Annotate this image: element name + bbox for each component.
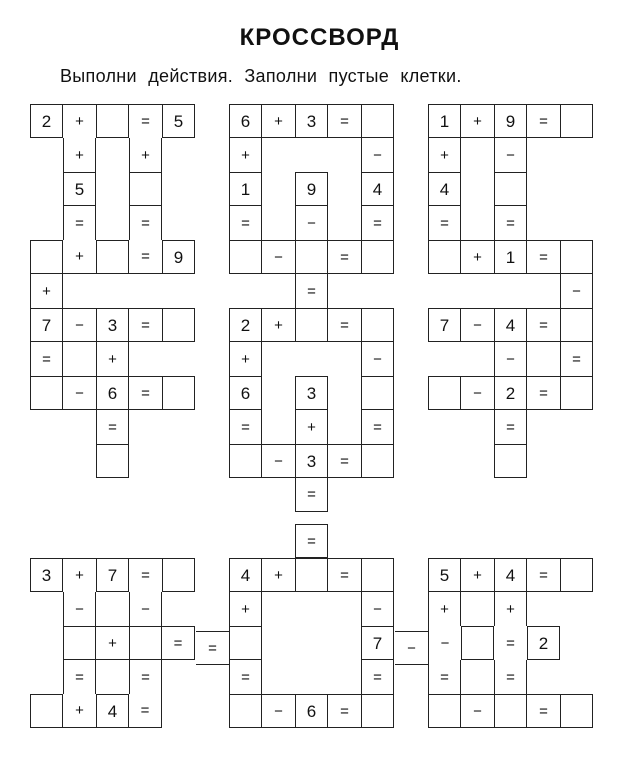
answer-cell[interactable]	[162, 558, 195, 592]
operator-cell: =	[229, 660, 262, 694]
answer-cell[interactable]	[30, 694, 63, 728]
number-cell: 4	[494, 558, 527, 592]
number-cell: 7	[428, 308, 461, 342]
operator-cell: −	[428, 626, 461, 660]
answer-cell[interactable]	[361, 308, 394, 342]
operator-cell: −	[361, 342, 394, 376]
operator-cell: =	[129, 206, 162, 240]
number-cell: 6	[295, 694, 328, 728]
answer-cell[interactable]	[229, 240, 262, 274]
number-cell: 9	[494, 104, 527, 138]
operator-cell: +	[461, 240, 494, 274]
number-cell: 6	[96, 376, 129, 410]
number-cell: 6	[229, 104, 262, 138]
answer-cell[interactable]	[96, 240, 129, 274]
operator-cell: =	[129, 240, 162, 274]
number-cell: 3	[295, 376, 328, 410]
number-cell: 1	[428, 104, 461, 138]
operator-cell: =	[129, 660, 162, 694]
operator-cell: −	[461, 308, 494, 342]
number-cell: 5	[428, 558, 461, 592]
operator-cell: −	[461, 376, 494, 410]
number-cell: 6	[229, 376, 262, 410]
operator-cell: +	[63, 138, 96, 172]
answer-cell[interactable]	[295, 240, 328, 274]
answer-cell[interactable]	[560, 308, 593, 342]
operator-cell: =	[328, 308, 361, 342]
connector-cell: =	[295, 524, 328, 558]
operator-cell: +	[461, 104, 494, 138]
operator-cell: =	[527, 308, 560, 342]
operator-cell: =	[494, 206, 527, 240]
operator-cell: +	[229, 138, 262, 172]
answer-cell[interactable]	[361, 694, 394, 728]
connector-cell: −	[395, 631, 428, 665]
operator-cell: =	[494, 660, 527, 694]
answer-cell[interactable]	[361, 558, 394, 592]
operator-cell: =	[229, 410, 262, 444]
answer-cell[interactable]	[560, 240, 593, 274]
operator-cell: =	[527, 694, 560, 728]
operator-cell: −	[494, 342, 527, 376]
number-cell: 2	[494, 376, 527, 410]
answer-cell[interactable]	[560, 376, 593, 410]
answer-cell[interactable]	[229, 694, 262, 728]
operator-cell: +	[229, 592, 262, 626]
answer-cell[interactable]	[229, 626, 262, 660]
operator-cell: =	[129, 104, 162, 138]
number-cell: 2	[527, 626, 560, 660]
operator-cell: +	[96, 342, 129, 376]
operator-cell: −	[129, 592, 162, 626]
operator-cell: =	[527, 558, 560, 592]
operator-cell: +	[262, 104, 295, 138]
answer-cell[interactable]	[428, 376, 461, 410]
operator-cell: −	[63, 376, 96, 410]
operator-cell: =	[527, 240, 560, 274]
operator-cell: −	[494, 138, 527, 172]
answer-cell[interactable]	[361, 376, 394, 410]
answer-cell[interactable]	[560, 694, 593, 728]
operator-cell: =	[63, 660, 96, 694]
answer-cell[interactable]	[494, 694, 527, 728]
operator-cell: −	[63, 308, 96, 342]
operator-cell: +	[262, 308, 295, 342]
operator-cell: =	[96, 410, 129, 444]
operator-cell: =	[361, 410, 394, 444]
number-cell: 2	[229, 308, 262, 342]
number-cell: 1	[229, 172, 262, 206]
answer-cell[interactable]	[96, 104, 129, 138]
operator-cell: +	[63, 240, 96, 274]
answer-cell[interactable]	[494, 444, 527, 478]
operator-cell: =	[229, 206, 262, 240]
operator-cell: =	[63, 206, 96, 240]
operator-cell: −	[295, 206, 328, 240]
operator-cell: =	[328, 240, 361, 274]
operator-cell: −	[560, 274, 593, 308]
operator-cell: =	[129, 694, 162, 728]
answer-cell[interactable]	[129, 172, 162, 206]
number-cell: 4	[361, 172, 394, 206]
operator-cell: +	[262, 558, 295, 592]
operator-cell: =	[162, 626, 195, 660]
number-cell: 3	[96, 308, 129, 342]
operator-cell: +	[229, 342, 262, 376]
number-cell: 3	[295, 444, 328, 478]
operator-cell: −	[361, 138, 394, 172]
operator-cell: −	[262, 444, 295, 478]
operator-cell: =	[328, 694, 361, 728]
operator-cell: +	[96, 626, 129, 660]
answer-cell[interactable]	[560, 104, 593, 138]
answer-cell[interactable]	[129, 626, 162, 660]
answer-cell[interactable]	[295, 558, 328, 592]
answer-cell[interactable]	[162, 308, 195, 342]
operator-cell: =	[129, 376, 162, 410]
operator-cell: +	[428, 138, 461, 172]
answer-cell[interactable]	[361, 240, 394, 274]
answer-cell[interactable]	[361, 104, 394, 138]
number-cell: 7	[96, 558, 129, 592]
number-cell: 4	[428, 172, 461, 206]
answer-cell[interactable]	[30, 240, 63, 274]
answer-cell[interactable]	[96, 444, 129, 478]
operator-cell: =	[361, 206, 394, 240]
operator-cell: =	[129, 308, 162, 342]
operator-cell: =	[328, 444, 361, 478]
number-cell: 9	[162, 240, 195, 274]
operator-cell: +	[63, 104, 96, 138]
operator-cell: −	[461, 694, 494, 728]
operator-cell: +	[30, 274, 63, 308]
connector-cell: =	[196, 631, 229, 665]
answer-cell[interactable]	[361, 444, 394, 478]
operator-cell: =	[129, 558, 162, 592]
number-cell: 4	[494, 308, 527, 342]
number-cell: 5	[63, 172, 96, 206]
number-cell: 4	[229, 558, 262, 592]
answer-cell[interactable]	[494, 172, 527, 206]
answer-cell[interactable]	[229, 444, 262, 478]
operator-cell: +	[63, 694, 96, 728]
operator-cell: =	[328, 104, 361, 138]
answer-cell[interactable]	[30, 376, 63, 410]
page-title: КРОССВОРД	[239, 24, 400, 51]
operator-cell: =	[527, 104, 560, 138]
operator-cell: +	[295, 410, 328, 444]
operator-cell: +	[129, 138, 162, 172]
number-cell: 7	[30, 308, 63, 342]
operator-cell: =	[295, 478, 328, 512]
answer-cell[interactable]	[63, 626, 96, 660]
number-cell: 4	[96, 694, 129, 728]
answer-cell[interactable]	[428, 240, 461, 274]
operator-cell: −	[262, 240, 295, 274]
answer-cell[interactable]	[295, 308, 328, 342]
number-cell: 9	[295, 172, 328, 206]
operator-cell: =	[494, 410, 527, 444]
operator-cell: =	[428, 206, 461, 240]
operator-cell: −	[262, 694, 295, 728]
operator-cell: =	[527, 376, 560, 410]
number-cell: 3	[30, 558, 63, 592]
operator-cell: =	[295, 274, 328, 308]
operator-cell: −	[361, 592, 394, 626]
answer-cell[interactable]	[428, 694, 461, 728]
number-cell: 3	[295, 104, 328, 138]
operator-cell: +	[428, 592, 461, 626]
answer-cell[interactable]	[162, 376, 195, 410]
operator-cell: =	[506, 634, 515, 652]
answer-cell[interactable]	[461, 626, 494, 660]
operator-cell: +	[63, 558, 96, 592]
operator-cell: +	[494, 592, 527, 626]
operator-cell: =	[328, 558, 361, 592]
number-cell: 2	[30, 104, 63, 138]
number-cell: 7	[361, 626, 394, 660]
operator-cell: =	[361, 660, 394, 694]
operator-cell: −	[63, 592, 96, 626]
operator-cell: =	[30, 342, 63, 376]
instruction-text: Выполни действия. Заполни пустые клетки.	[60, 66, 462, 86]
operator-cell: =	[560, 342, 593, 376]
operator-cell: +	[461, 558, 494, 592]
operator-cell: =	[428, 660, 461, 694]
answer-cell[interactable]	[560, 558, 593, 592]
number-cell: 1	[494, 240, 527, 274]
number-cell: 5	[162, 104, 195, 138]
